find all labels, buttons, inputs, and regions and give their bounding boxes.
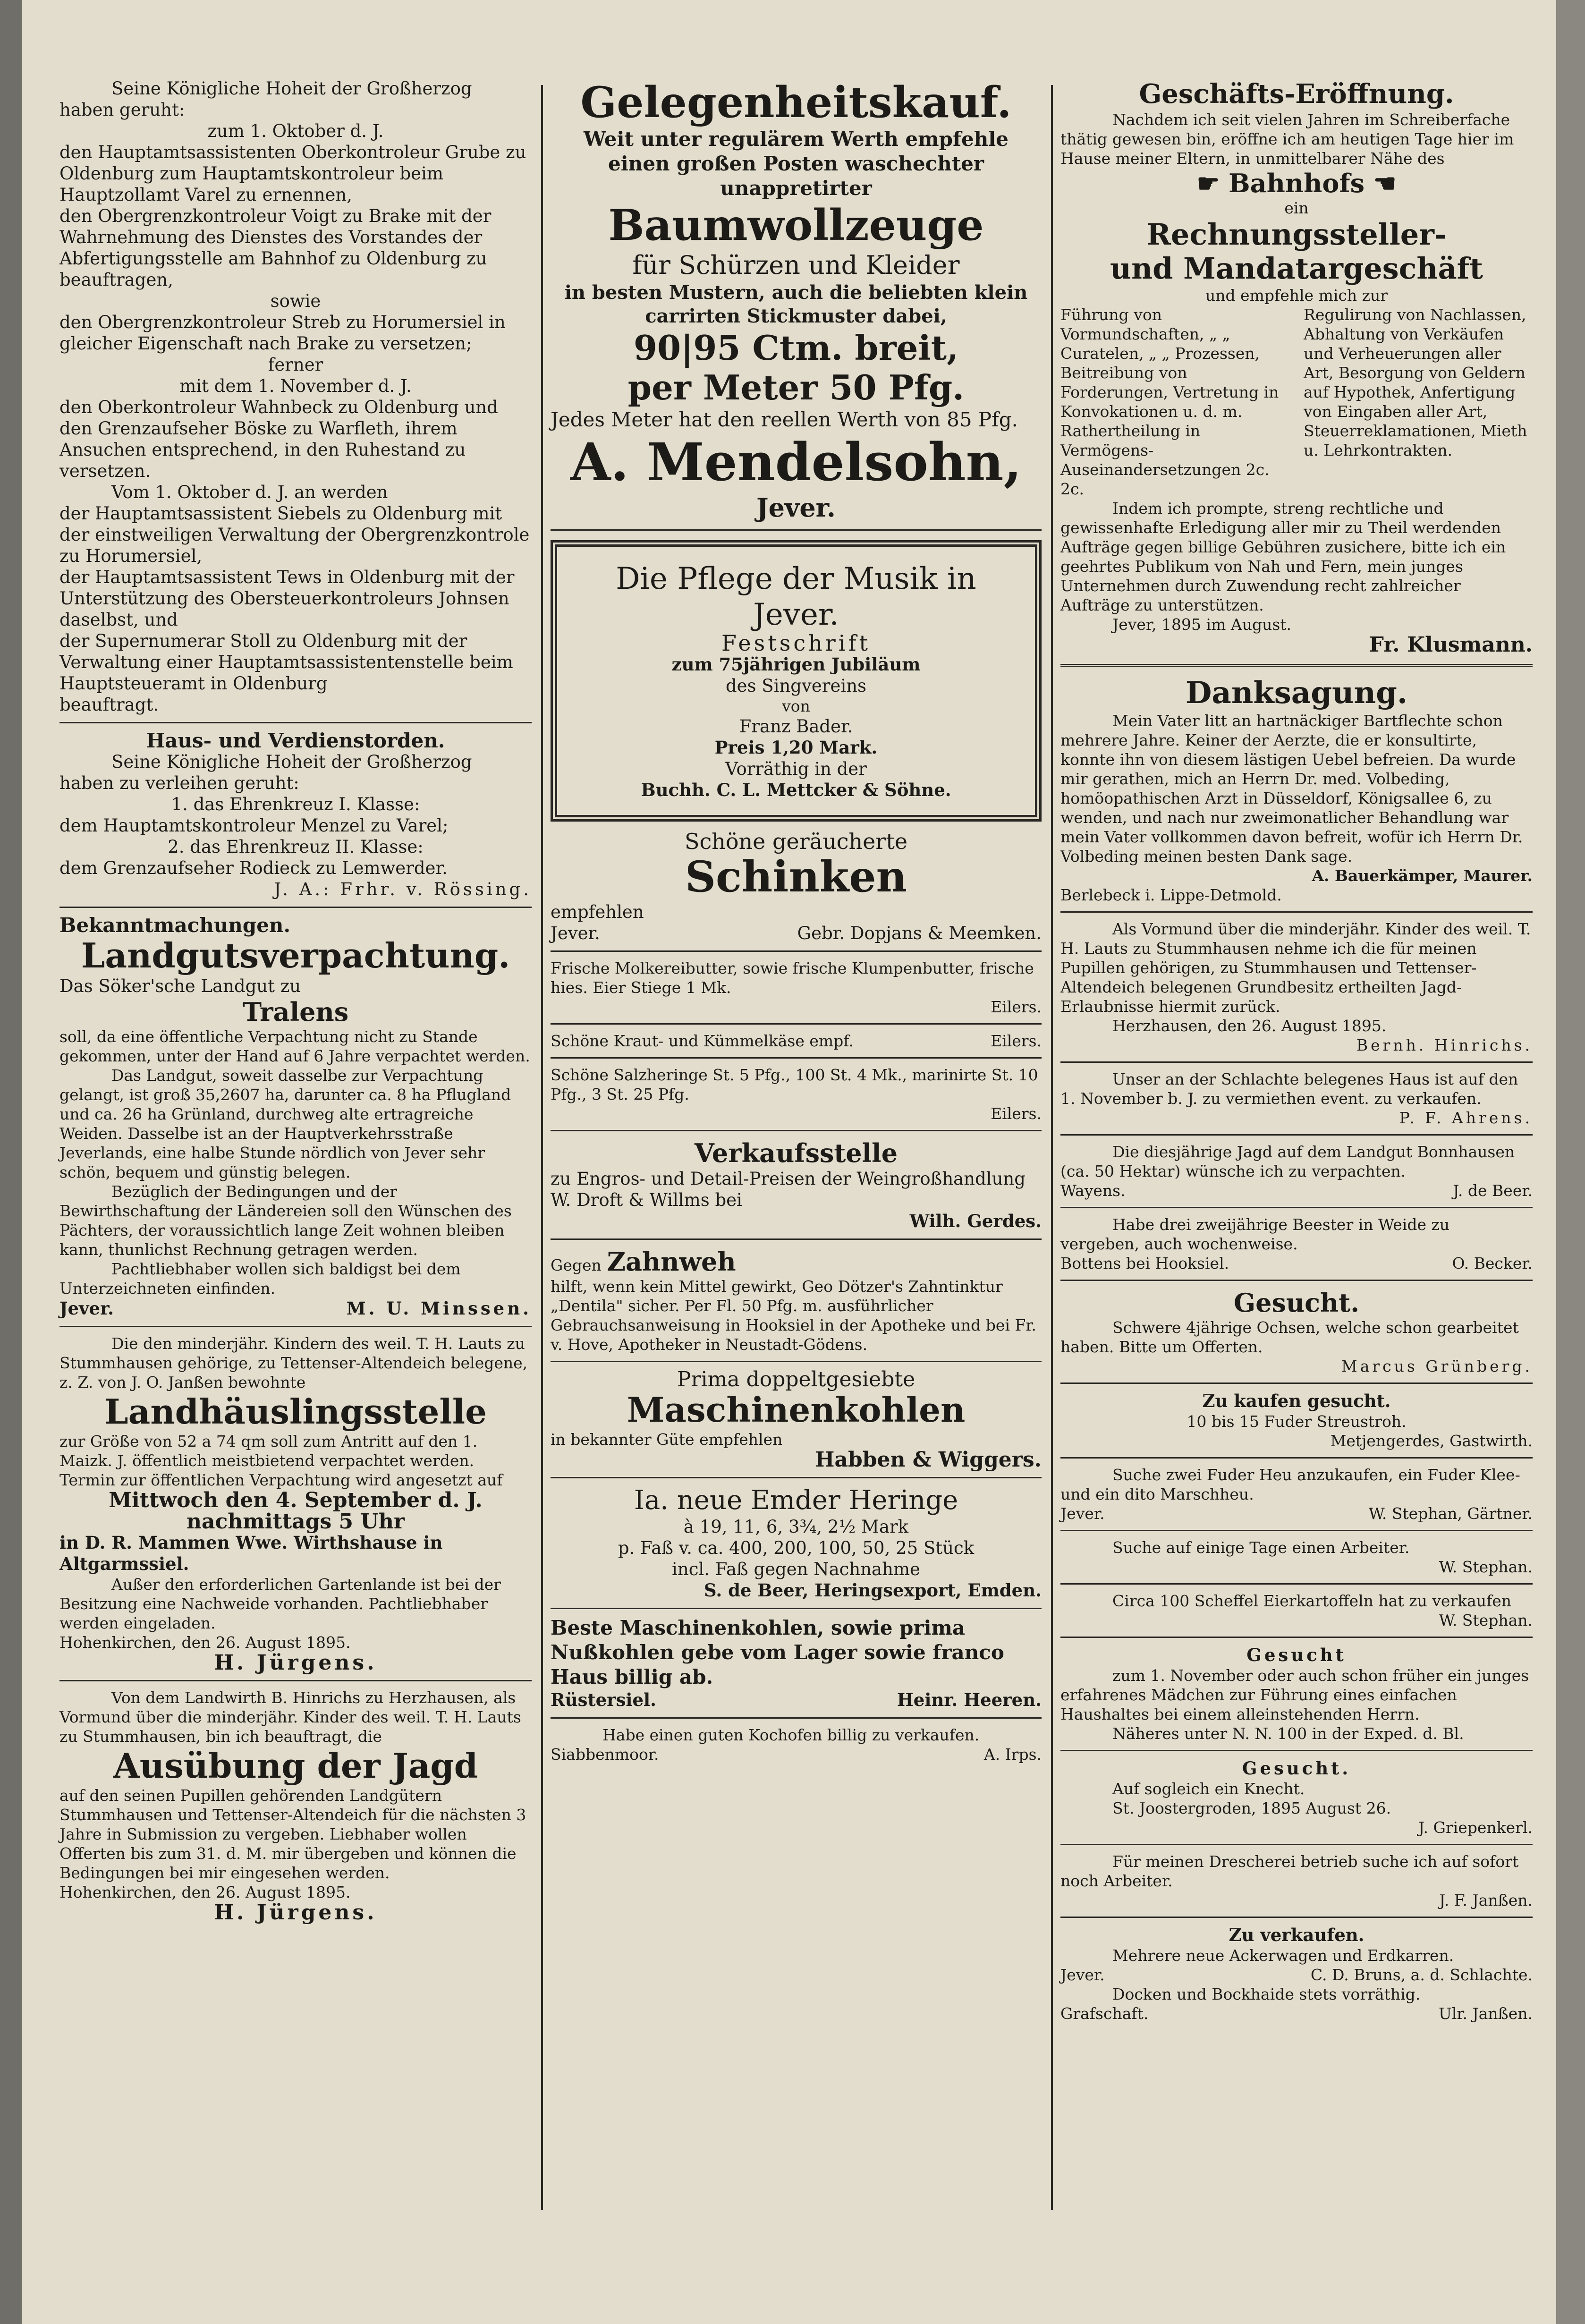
- notice-line: zum 1. Oktober d. J.: [207, 121, 384, 141]
- landgut-intro: Das Söker'sche Landgut zu: [59, 976, 301, 996]
- column-rule-2: [1051, 85, 1053, 2210]
- landgut-signature-row: [59, 1298, 532, 1319]
- notice-line: der Hauptamtsassistent Siebels zu Oldenburg mit der einstweiligen Verwaltung der Obergrenzkontrole zu Horumersiel,: [59, 503, 530, 566]
- gesucht-text: Schwere 4jährige Ochsen, welche schon gearbeitet haben. Bitte um Offerten.: [1060, 1318, 1519, 1356]
- verkaufen-title: Zu verkaufen.: [1229, 1925, 1365, 1945]
- haus-rent-text: Unser an der Schlachte belegenes Haus ist auf den 1. November b. J. zu vermiethen event. zu verkaufen.: [1060, 1070, 1518, 1108]
- haus-date: Mittwoch den 4. September d. J.: [109, 1488, 483, 1512]
- book-line: zum 75jährigen Jubiläum: [671, 654, 921, 675]
- zahnweh-heading: [551, 1247, 1042, 1277]
- opening-text2: Indem ich prompte, streng rechtliche und gewissenhafte Erledigung aller mir zu Theil werdenden Aufträge gegen billige Gebühren zusichere, bitte ich ein geehrtes Publikum von Nah und Fern, mein junges Unternehmen durch Zuwendung recht zahlreicher Aufträge zu unterstützen.: [1060, 499, 1506, 614]
- haus-intro: Die den minderjähr. Kindern des weil. T. H. Lauts zu Stummhausen gehörige, zu Tettenser-Altendeich belegene, z. Z. von J. O. Janßen bewohnte: [59, 1334, 528, 1391]
- ham-title: Schinken: [685, 852, 907, 902]
- book-subtitle: Festschrift: [721, 630, 871, 656]
- notice-line: den Hauptamtsassistenten Oberkontroleur Grube zu Oldenburg zum Hauptamtskontroleur beim Hauptzollamt Varel zu ernennen,: [59, 142, 526, 205]
- divider: [1060, 1583, 1533, 1585]
- orden-signature: J. A.: Frhr. v. Rössing.: [274, 879, 532, 899]
- offer-line: Jedes Meter hat den reellen Werth von 85 Pfg.: [551, 408, 1018, 431]
- service-list-left: Führung von Vormundschaften, „ „ Curatelen, „ „ Prozessen, Beitreibung von Forderungen, Vertretung in Konvokationen u. d. m. Rathertheilung in Vermögens-Auseinandersetzungen 2c. 2c.: [1060, 305, 1279, 498]
- pointing-hand-icon: ☚: [1365, 168, 1397, 198]
- haus-title: Landhäuslingsstelle: [104, 1391, 487, 1432]
- gesucht2-note: Näheres unter N. N. 100 in der Exped. d. Bl.: [1112, 1724, 1464, 1743]
- book-price: Preis 1,20 Mark.: [714, 737, 878, 758]
- orden-line: dem Grenzaufseher Rodieck zu Lemwerder.: [59, 858, 448, 878]
- kauf-text: 10 bis 15 Fuder Streustroh.: [1187, 1412, 1407, 1431]
- ham-signature-row: [551, 923, 1042, 944]
- notice-line: mit dem 1. November d. J.: [179, 376, 412, 396]
- service-lists: [1060, 305, 1533, 499]
- zahnweh-pre: Gegen: [551, 1256, 602, 1274]
- orden-line: Seine Königliche Hoheit der Großherzog haben zu verleihen geruht:: [59, 752, 472, 793]
- office-title: und Mandatargeschäft: [1110, 251, 1483, 286]
- opening-sig: Fr. Klusmann.: [1369, 633, 1533, 657]
- zahnweh-text: hilft, wenn kein Mittel gewirkt, Geo Dötzer's Zahntinktur „Dentila" sicher. Per Fl. 50 Pfg. m. ausführlicher Gebrauchsanweisung in Hooksiel in der Apotheke und bei Fr. v. Hove, Apotheker in Neustadt-Gödens.: [551, 1277, 1037, 1354]
- book-ad-frame: [551, 540, 1042, 822]
- landgut-text: Das Landgut, soweit dasselbe zur Verpachtung gelangt, ist groß 35,2607 ha, darunter ca. 8 ha Pflugland und ca. 26 ha Grünland, durchweg alte ertragreiche Weiden. Dasselbe ist an der Hauptverkehrsstraße Jeverlands, eine halbe Stunde nördlich von Jever sehr schön, bequem und günstig belegen.: [59, 1066, 511, 1181]
- kauf-sig: Metjengerdes, Gastwirth.: [1330, 1432, 1533, 1450]
- verkaufen-signature-row: [1060, 1965, 1533, 1985]
- opening-text: Nachdem ich seit vielen Jahren im Schreiberfache thätig gewesen bin, eröffne ich am heutigen Tage hier im Hause meiner Eltern, in unmittelbarer Nähe des: [1060, 110, 1514, 168]
- arbeiter-text: Suche auf einige Tage einen Arbeiter.: [1112, 1538, 1410, 1557]
- dank-title: Danksagung.: [1185, 675, 1408, 711]
- gesucht3-title: Gesucht.: [1242, 1758, 1351, 1779]
- beste-place: Rüstersiel.: [551, 1689, 656, 1710]
- notice-line: beauftragt.: [59, 695, 159, 715]
- divider: [59, 1326, 532, 1327]
- book-spine-edge: [0, 0, 22, 2324]
- dank-sig: A. Bauerkämper, Maurer.: [1312, 866, 1533, 885]
- hering-text: Schöne Salzheringe St. 5 Pfg., 100 St. 4 Mk., marinirte St. 10 Pfg., 3 St. 25 Pfg.: [551, 1066, 1038, 1103]
- notice-line: der Supernumerar Stoll zu Oldenburg mit der Verwaltung einer Hauptamtsassistentenstelle beim Hauptsteueramt in Oldenburg: [59, 631, 513, 694]
- jagd-rent-signature-row: [1060, 1181, 1533, 1200]
- jagd-rent-sig: J. de Beer.: [1453, 1181, 1533, 1200]
- announcements-heading: Bekanntmachungen.: [59, 914, 291, 937]
- bahnhof-title: [1060, 168, 1533, 198]
- haus-date2: Hohenkirchen, den 26. August 1895.: [59, 1633, 351, 1652]
- beester-sig: O. Becker.: [1452, 1254, 1533, 1272]
- notice-line: den Obergrenzkontroleur Streb zu Horumersiel in gleicher Eigenschaft nach Brake zu versetzen;: [59, 312, 506, 354]
- opening-title: Geschäfts-Eröffnung.: [1139, 78, 1454, 110]
- divider: [1060, 1280, 1533, 1281]
- landgut-sig-name: M. U. Minssen.: [346, 1298, 532, 1319]
- landgut-text: Pachtliebhaber wollen sich baldigst bei dem Unterzeichneten einfinden.: [59, 1260, 461, 1298]
- koch-sig: A. Irps.: [983, 1745, 1042, 1764]
- koch-signature-row: [551, 1745, 1042, 1764]
- product-for: für Schürzen und Kleider: [632, 250, 960, 280]
- gesucht2-title: Gesucht: [1246, 1645, 1347, 1665]
- notice-line: den Oberkontroleur Wahnbeck zu Oldenburg und den Grenzaufseher Böske zu Warfleth, ihrem Ansuchen entsprechend, in den Ruhestand zu versetzen.: [59, 397, 498, 481]
- jagd-signature: H. Jürgens.: [214, 1900, 377, 1925]
- column-rule-1: [541, 85, 543, 2210]
- notice-line: den Obergrenzkontroleur Voigt zu Brake mit der Wahrnehmung des Dienstes des Vorstandes der Abfertigungsstelle am Bahnhof zu Oldenburg zu beauftragen,: [59, 206, 492, 290]
- dresch-sig: J. F. Janßen.: [1439, 1891, 1533, 1909]
- gesucht3-date: St. Joostergroden, 1895 August 26.: [1112, 1799, 1391, 1817]
- notice-line: der Hauptamtsassistent Tews in Oldenburg mit der Unterstützung des Obersteuerkontroleurs Johnsen daselbst, und: [59, 567, 515, 630]
- beste-text: Beste Maschinenkohlen, sowie prima Nußkohlen gebe vom Lager sowie franco Haus billig ab.: [551, 1616, 1004, 1688]
- beste-sig: Heinr. Heeren.: [897, 1689, 1042, 1710]
- gesucht2-text: zum 1. November oder auch schon früher ein junges erfahrenes Mädchen zur Führung eines einfachen Haushaltes bei einem alleinstehenden Herrn.: [1060, 1666, 1529, 1723]
- divider: [1060, 911, 1533, 913]
- opening-date: Jever, 1895 im August.: [1112, 615, 1292, 634]
- price-line: per Meter 50 Pfg.: [627, 367, 965, 407]
- orden-line: 1. das Ehrenkreuz I. Klasse:: [171, 794, 420, 814]
- divider: [551, 1608, 1042, 1609]
- beester-place: Bottens bei Hooksiel.: [1060, 1254, 1229, 1272]
- heu-sig: W. Stephan, Gärtner.: [1368, 1504, 1533, 1523]
- divider: [551, 529, 1042, 531]
- ham-sig-place: Jever.: [551, 923, 600, 943]
- vormund-date: Herzhausen, den 26. August 1895.: [1112, 1017, 1387, 1035]
- kaese-sig: Eilers.: [991, 1032, 1042, 1050]
- dresch-text: Für meinen Drescherei betrieb suche ich auf sofort noch Arbeiter.: [1060, 1852, 1519, 1890]
- haus-rent-sig: P. F. Ahrens.: [1399, 1109, 1533, 1127]
- ham-recommend: empfehlen: [551, 902, 644, 922]
- verkaufen-text: Mehrere neue Ackerwagen und Erdkarren.: [1112, 1946, 1454, 1965]
- docken-text: Docken und Bockhaide stets vorräthig.: [1112, 1985, 1421, 2003]
- book-line: des Singvereins: [725, 676, 867, 696]
- ein: ein: [1284, 199, 1309, 217]
- verkaufsstelle-title: Verkaufsstelle: [694, 1138, 898, 1168]
- offer-line: in besten Mustern, auch die beliebten klein carrirten Stickmuster dabei,: [564, 281, 1028, 327]
- kohle-sig: Habben & Wiggers.: [814, 1448, 1042, 1472]
- ham-intro: Schöne geräucherte: [684, 829, 908, 854]
- firm-name: A. Mendelsohn,: [570, 432, 1022, 492]
- divider: [1060, 1457, 1533, 1459]
- divider: [551, 1238, 1042, 1240]
- gesucht-sig: Marcus Grünberg.: [1341, 1357, 1533, 1375]
- butter-text: Frische Molkereibutter, sowie frische Klumpenbutter, frische hies. Eier Stiege 1 Mk.: [551, 959, 1034, 997]
- divider: [551, 1717, 1042, 1719]
- divider: [1060, 1134, 1533, 1136]
- emder-prices: à 19, 11, 6, 3¾, 2½ Mark: [683, 1517, 909, 1537]
- divider: [1060, 1383, 1533, 1384]
- landgut-place: Tralens: [242, 997, 349, 1027]
- divider: [1060, 1637, 1533, 1638]
- right-column: [1060, 78, 1533, 2023]
- jagd-title: Ausübung der Jagd: [113, 1746, 478, 1786]
- beester-signature-row: [1060, 1254, 1533, 1273]
- orden-line: 2. das Ehrenkreuz II. Klasse:: [168, 837, 424, 857]
- haus-place: in D. R. Mammen Wwe. Wirthshause in Altgarmssiel.: [59, 1532, 443, 1574]
- product-title: Baumwollzeuge: [608, 200, 984, 250]
- beester-text: Habe drei zweijährige Beester in Weide zu vergeben, auch wochenweise.: [1060, 1215, 1450, 1253]
- landgut-text: soll, da eine öffentliche Verpachtung nicht zu Stande gekommen, unter der Hand auf 6 Jahre verpachtet werden.: [59, 1027, 530, 1065]
- orden-heading: Haus- und Verdienstorden.: [146, 729, 445, 752]
- service-list-right: Regulirung von Nachlassen, Abhaltung von Verkäufen und Verheuerungen aller Art, Besorgung von Geldern auf Hypothek, Anfertigung von Eingaben aller Art, Steuerreklamationen, Mieth u. Lehrkontrakten.: [1304, 305, 1527, 459]
- kaese-text: Schöne Kraut- und Kümmelkäse empf.: [551, 1032, 854, 1050]
- gelegenheitskauf-title: Gelegenheitskauf.: [580, 77, 1012, 127]
- kartoffel-sig: W. Stephan.: [1439, 1611, 1533, 1629]
- kartoffel-text: Circa 100 Scheffel Eierkartoffeln hat zu verkaufen: [1112, 1592, 1512, 1610]
- verkaufsstelle-text: zu Engros- und Detail-Preisen der Weingroßhandlung W. Droft & Willms bei: [551, 1169, 1026, 1210]
- newspaper-page: [22, 0, 1556, 2324]
- koch-text: Habe einen guten Kochofen billig zu verkaufen.: [602, 1726, 980, 1744]
- book-title: Die Pflege der Musik in Jever.: [616, 561, 976, 632]
- landgut-text: Bezüglich der Bedingungen und der Bewirthschaftung der Ländereien soll den Wünschen des Pächters, der voraussichtlich lange Zeit wohnen bleiben kann, thunlichst Rechnung getragen werden.: [59, 1182, 512, 1259]
- docken-place: Grafschaft.: [1060, 2004, 1149, 2023]
- jagd-intro: Von dem Landwirth B. Hinrichs zu Herzhausen, als Vormund über die minderjähr. Kinder des weil. T. H. Lauts zu Stummhausen, bin ich beauftragt, die: [59, 1688, 521, 1746]
- kaese-row: [551, 1031, 1042, 1051]
- haus-text2: Außer den erforderlichen Gartenlande ist bei der Besitzung eine Nachweide vorhanden. Pachtliebhaber werden eingeladen.: [59, 1575, 501, 1632]
- landgut-sig-place: Jever.: [59, 1298, 114, 1319]
- middle-column: [551, 78, 1042, 1764]
- emder-quantities: p. Faß v. ca. 400, 200, 100, 50, 25 Stück: [618, 1538, 975, 1558]
- divider: [551, 1130, 1042, 1131]
- divider: [1060, 1061, 1533, 1063]
- landgut-title: Landgutsverpachtung.: [81, 935, 510, 975]
- divider: [59, 1680, 532, 1681]
- book-shop: Buchh. C. L. Mettcker & Söhne.: [641, 780, 951, 800]
- butter-sig: Eilers.: [991, 998, 1042, 1016]
- haus-signature: H. Jürgens.: [214, 1651, 377, 1675]
- ham-sig-name: Gebr. Dopjans & Meemken.: [797, 923, 1042, 943]
- pointing-hand-icon: ☛: [1196, 168, 1229, 198]
- gesucht-title: Gesucht.: [1233, 1288, 1360, 1318]
- divider: [1060, 1844, 1533, 1845]
- firm-city: Jever.: [756, 492, 836, 523]
- kohle-intro: Prima doppeltgesiebte: [677, 1367, 915, 1391]
- notice-line: Seine Königliche Hoheit der Großherzog haben geruht:: [59, 78, 472, 120]
- book-von: von: [782, 697, 810, 715]
- vormund-sig: Bernh. Hinrichs.: [1356, 1036, 1533, 1054]
- emder-sig: S. de Beer, Heringsexport, Emden.: [704, 1580, 1042, 1601]
- divider: [1060, 1917, 1533, 1918]
- divider: [1060, 1207, 1533, 1208]
- office-title: Rechnungssteller-: [1146, 217, 1447, 252]
- verkaufsstelle-sig: Wilh. Gerdes.: [909, 1211, 1042, 1231]
- docken-signature-row: [1060, 2004, 1533, 2023]
- dank-place: Berlebeck i. Lippe-Detmold.: [1060, 886, 1282, 904]
- jagd-rent-text: Die diesjährige Jagd auf dem Landgut Bonnhausen (ca. 50 Hektar) wünsche ich zu verpachten.: [1060, 1143, 1515, 1180]
- heu-text: Suche zwei Fuder Heu anzukaufen, ein Fuder Klee- und ein dito Marschheu.: [1060, 1466, 1520, 1503]
- verkaufen-sig: C. D. Bruns, a. d. Schlachte.: [1310, 1966, 1533, 1984]
- divider: [1060, 1530, 1533, 1531]
- emder-terms: incl. Faß gegen Nachnahme: [672, 1559, 920, 1579]
- vormund-text: Als Vormund über die minderjähr. Kinder des weil. T. H. Lauts zu Stummhausen nehme ich die für meinen Pupillen gehörigen, zu Stummhausen und Tettenser-Altendeich belegenen Grundbesitz ertheilten Jagd-Erlaubnisse hiermit zurück.: [1060, 920, 1531, 1016]
- koch-place: Siabbenmoor.: [551, 1745, 659, 1764]
- docken-sig: Ulr. Janßen.: [1439, 2004, 1533, 2023]
- beste-signature-row: [551, 1689, 1042, 1711]
- verkaufen-place: Jever.: [1060, 1966, 1105, 1984]
- heu-signature-row: [1060, 1504, 1533, 1523]
- divider: [551, 1057, 1042, 1059]
- jagd-rent-place: Wayens.: [1060, 1181, 1126, 1200]
- dank-text: Mein Vater litt an hartnäckiger Bartflechte schon mehrere Jahre. Keiner der Aerzte, die er konsultirte, konnte ihn von diesem lästigen Uebel befreien. Da wurde mir gerathen, mich an Herrn Dr. med. Volbeding, homöopathischen Arzt in Düsseldorf, Königsallee 6, zu wenden, und nach nur zweimonatlicher Behandlung war mein Vater vollkommen davon befreit, wofür ich Herrn Dr. Volbeding meinen besten Dank sage.: [1060, 712, 1523, 865]
- kohle-title: Maschinenkohlen: [627, 1390, 966, 1430]
- arbeiter-sig: W. Stephan.: [1439, 1558, 1533, 1576]
- orden-line: dem Hauptamtskontroleur Menzel zu Varel;: [59, 815, 449, 836]
- zahnweh-title: Zahnweh: [607, 1247, 736, 1277]
- haus-text: zur Größe von 52 a 74 qm soll zum Antritt auf den 1. Maizk. J. öffentlich meistbietend verpachtet werden. Termin zur öffentlichen Verpachtung wird angesetzt auf: [59, 1432, 503, 1489]
- jagd-date: Hohenkirchen, den 26. August 1895.: [59, 1883, 351, 1901]
- divider: [551, 1477, 1042, 1478]
- emder-title: Ia. neue Emder Heringe: [634, 1485, 958, 1516]
- office-recommend: und empfehle mich zur: [1205, 286, 1388, 305]
- notice-line: ferner: [268, 355, 323, 375]
- heu-place: Jever.: [1060, 1504, 1105, 1523]
- kohle-text: in bekannter Güte empfehlen: [551, 1430, 783, 1449]
- size-line: 90|95 Ctm. breit,: [633, 328, 959, 368]
- bahnhof-label: Bahnhofs: [1228, 168, 1365, 198]
- gesucht3-sig: J. Griepenkerl.: [1418, 1818, 1533, 1837]
- notice-line: Vom 1. Oktober d. J. an werden: [111, 482, 388, 502]
- divider: [551, 950, 1042, 952]
- jagd-text: auf den seinen Pupillen gehörenden Landgütern Stummhausen und Tettenser-Altendeich für die nächsten 3 Jahre in Submission zu vergeben. Liebhaber wollen Offerten bis zum 31. d. M. mir übergeben und können die Bedingungen bei mir eingesehen werden.: [59, 1786, 526, 1882]
- divider: [1060, 1750, 1533, 1751]
- divider: [551, 1361, 1042, 1362]
- hering-sig: Eilers.: [991, 1104, 1042, 1123]
- divider: [1060, 664, 1533, 667]
- gesucht3-text: Auf sogleich ein Knecht.: [1112, 1780, 1305, 1798]
- notice-line: sowie: [270, 291, 321, 311]
- divider: [551, 1023, 1042, 1025]
- divider: [59, 722, 532, 723]
- kauf-title: Zu kaufen gesucht.: [1202, 1391, 1391, 1411]
- book-avail: Vorräthig in der: [725, 759, 867, 779]
- left-column: [59, 78, 532, 1923]
- book-author: Franz Bader.: [739, 716, 853, 737]
- haus-time: nachmittags 5 Uhr: [186, 1510, 405, 1534]
- divider: [59, 907, 532, 908]
- offer-line: Weit unter regulärem Werth empfehle einen großen Posten waschechter unappretirter: [584, 127, 1009, 200]
